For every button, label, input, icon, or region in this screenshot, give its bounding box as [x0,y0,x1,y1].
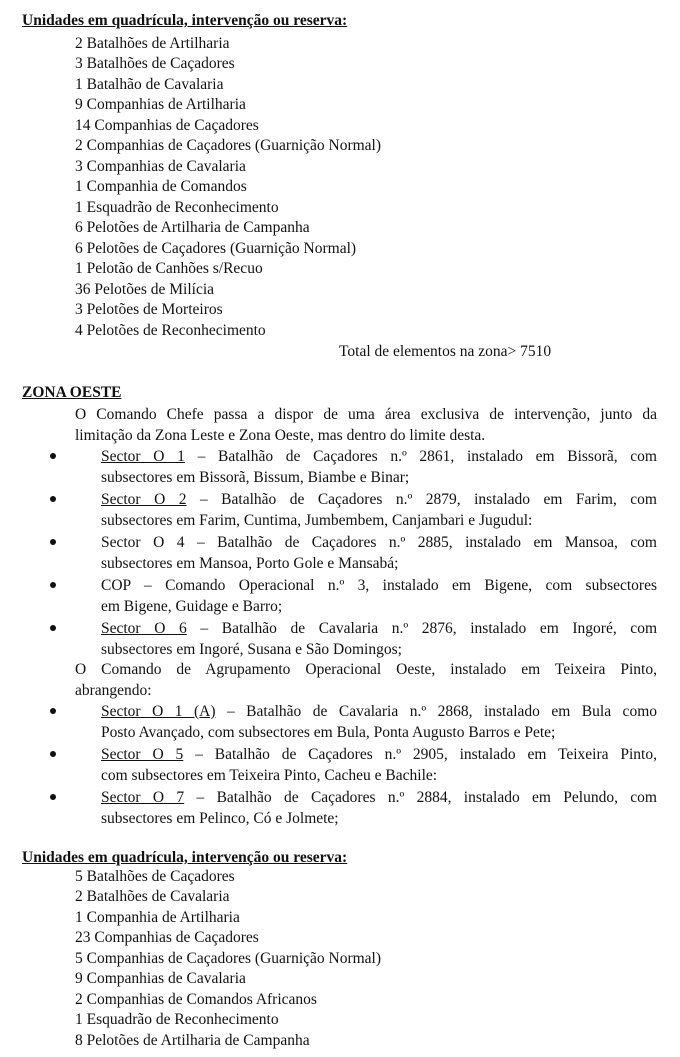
sector-desc: – Batalhão de Caçadores n.º 2879, instalado em Farim, com [186,491,657,508]
bullet-icon [50,708,56,714]
unit-list-item: 2 Batalhões de Artilharia [75,35,230,52]
zona-oeste-intro [75,404,657,446]
agrupamento-paragraph [75,659,657,701]
sector-name: Sector O 1 (A) [101,703,216,720]
bullet-icon [50,751,56,757]
unit-list-item: 1 Pelotão de Canhões s/Recuo [75,260,263,277]
unit-list-item: 1 Companhia de Artilharia [75,909,240,926]
unit-list-item: 9 Companhias de Artilharia [75,96,246,113]
sector-desc: Posto Avançado, com subsectores em Bula, Ponta Augusto Barros e Pete; [101,724,556,741]
bullet-icon [50,625,56,631]
sector-desc: – Batalhão de Caçadores n.º 2905, instalado em Teixeira Pinto, [183,746,657,763]
sector-desc: – Batalhão de Cavalaria n.º 2876, instalado em Ingoré, com [186,620,657,637]
list-item [0,787,680,829]
unit-list-item: 2 Batalhões de Cavalaria [75,888,230,905]
unit-list-item: 1 Companhia de Comandos [75,178,247,195]
unit-list-item: 36 Pelotões de Milícia [75,281,215,298]
section1-heading: Unidades em quadrícula, intervenção ou reserva: [22,12,348,29]
unit-list-item: 4 Pelotões de Reconhecimento [75,322,266,339]
unit-list-item: 9 Companhias de Cavalaria [75,970,246,987]
total-elements: Total de elementos na zona> 7510 [339,343,552,360]
unit-list-item: 6 Pelotões de Caçadores (Guarnição Normal) [75,240,357,257]
intro-line: O Comando Chefe passa a dispor de uma área exclusiva de intervenção, junto da [75,406,657,423]
sector-desc: – Batalhão de Cavalaria n.º 2868, instalado em Bula como [215,703,657,720]
sector-desc: – Batalhão de Caçadores n.º 2884, instalado em Pelundo, com [184,789,657,806]
agrupamento-line: O Comando de Agrupamento Operacional Oeste, instalado em Teixeira Pinto, [75,661,657,678]
unit-list-item: 8 Pelotões de Artilharia de Campanha [75,1032,310,1049]
unit-list-item: 3 Companhias de Cavalaria [75,158,246,175]
sector-desc: subsectores em Ingoré, Susana e São Domingos; [101,641,402,658]
unit-list-item: 2 Companhias de Comandos Africanos [75,991,317,1008]
sector-desc: subsectores em Farim, Cuntima, Jumbembem, Canjambari e Jugudul: [101,512,533,529]
list-item [0,575,680,617]
unit-list-item: 5 Companhias de Caçadores (Guarnição Normal) [75,950,382,967]
sector-desc: com subsectores em Teixeira Pinto, Cacheu e Bachile: [101,767,438,784]
sector-name: Sector O 7 [101,789,185,806]
sector-name: Sector O 2 [101,491,187,508]
unit-list-item: 3 Pelotões de Morteiros [75,301,223,318]
intro-line: limitação da Zona Leste e Zona Oeste, mas dentro do limite desta. [75,427,486,444]
bullet-icon [50,794,56,800]
unit-list-item: 5 Batalhões de Caçadores [75,868,235,885]
list-item [0,744,680,786]
sector-desc: subsectores em Pelinco, Có e Jolmete; [101,810,339,827]
sector-desc: subsectores em Mansoa, Porto Gole e Mansabá; [101,555,399,572]
zona-oeste-heading: ZONA OESTE [22,384,122,401]
bullet-icon [50,582,56,588]
list-item [0,532,680,574]
sector-name: Sector O 1 [101,448,185,465]
bullet-icon [50,539,56,545]
unit-list-item: 1 Esquadrão de Reconhecimento [75,1011,279,1028]
sector-desc: COP – Comando Operacional n.º 3, instalado em Bigene, com subsectores [101,577,657,594]
unit-list-item: 14 Companhias de Caçadores [75,117,259,134]
unit-list-item: 2 Companhias de Caçadores (Guarnição Normal) [75,137,382,154]
bullet-icon [50,453,56,459]
sector-desc: – Batalhão de Caçadores n.º 2861, instalado em Bissorã, com [184,448,657,465]
list-item [0,489,680,531]
list-item [0,701,680,743]
section2-heading: Unidades em quadrícula, intervenção ou reserva: [22,849,348,866]
list-item [0,618,680,660]
agrupamento-line: abrangendo: [75,682,152,699]
unit-list-item: 1 Esquadrão de Reconhecimento [75,199,279,216]
sector-desc: em Bigene, Guidage e Barro; [101,598,283,615]
unit-list-item: 6 Pelotões de Artilharia de Campanha [75,219,310,236]
sector-name: Sector O 5 [101,746,184,763]
sector-name: Sector O 6 [101,620,187,637]
sector-desc: Sector O 4 – Batalhão de Caçadores n.º 2885, instalado em Mansoa, com [101,534,657,551]
bullet-icon [50,496,56,502]
sector-desc: subsectores em Bissorã, Bissum, Biambe e Binar; [101,469,410,486]
unit-list-item: 3 Batalhões de Caçadores [75,55,235,72]
unit-list-item: 1 Batalhão de Cavalaria [75,76,224,93]
list-item [0,446,680,488]
unit-list-item: 23 Companhias de Caçadores [75,929,259,946]
